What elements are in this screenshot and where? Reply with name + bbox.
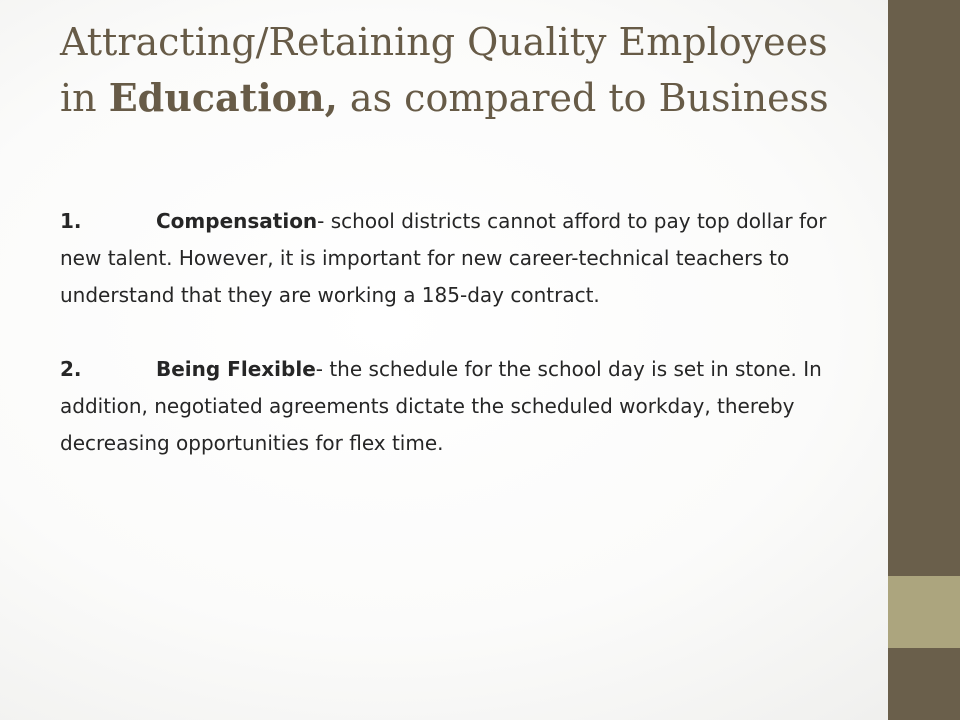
- item-text: - school districts cannot afford to pay top dollar for new talent. However, it is important for new career-technical teachers to understand that they are working a 185-day contract.: [60, 209, 827, 307]
- title-bold-word: Education,: [108, 75, 338, 120]
- slide-title: [60, 14, 870, 126]
- item-number: 2.: [60, 357, 82, 381]
- list-item-compensation: [60, 203, 850, 314]
- title-part-2: as compared to Business: [337, 76, 829, 120]
- item-term: Being Flexible: [156, 357, 316, 381]
- item-number: 1.: [60, 209, 82, 233]
- item-term: Compensation: [156, 209, 318, 233]
- list-item-flexible: [60, 351, 850, 462]
- sidebar-band-bottom: [888, 648, 960, 720]
- slide-body: [60, 203, 850, 499]
- sidebar-band-top: [888, 0, 960, 576]
- sidebar-band-accent: [888, 576, 960, 648]
- title-part-1: Attracting/Retaining Quality Employees in: [60, 20, 828, 120]
- item-text: - the schedule for the school day is set in stone. In addition, negotiated agreements dictate the scheduled workday, thereby decreasing opportunities for flex time.: [60, 357, 822, 455]
